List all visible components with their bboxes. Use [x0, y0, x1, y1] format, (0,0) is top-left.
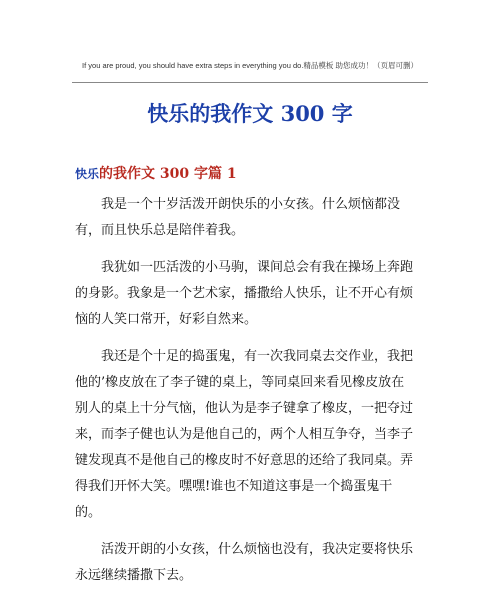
section-heading: [75, 163, 237, 183]
header-divider: [72, 82, 428, 83]
paragraph-2: 我犹如一匹活泼的小马驹，课间总会有我在操场上奔跑的身影。我象是一个艺术家，播撒给人快乐，让不开心有烦恼的人笑口常开，好彩自然来。: [75, 260, 414, 327]
paragraph-1: 我是一个十岁活泼开朗快乐的小女孩。什么烦恼都没有，而且快乐总是陪伴着我。: [75, 197, 401, 238]
section-heading-text: 的我作文 300 字篇 1: [99, 166, 237, 182]
page-header-tagline: If you are proud, you should have extra steps in everything you do.精品模板 助您成功！（页眉可删）: [82, 61, 418, 70]
paragraph-3: 我还是个十足的捣蛋鬼，有一次我同桌去交作业，我把他的’橡皮放在了李子键的桌上，等同桌回来看见橡皮放在别人的桌上十分气恼，他认为是李子键拿了橡皮，一把夺过来，而李子健也认为是他自己的，两个人相互争夺，当李子键发现真不是他自己的橡皮时不好意思的还给了我同桌。弄得我们开怀大笑。嘿嘿!谁也不知道这事是一个捣蛋鬼干的。: [75, 349, 414, 520]
essay-body: [75, 192, 415, 600]
paragraph-4: 活泼开朗的小女孩，什么烦恼也没有，我决定要将快乐永远继续播撒下去。: [75, 542, 414, 583]
section-heading-prefix: 快乐: [75, 167, 100, 181]
document-title: 快乐的我作文 300 字: [147, 101, 353, 126]
